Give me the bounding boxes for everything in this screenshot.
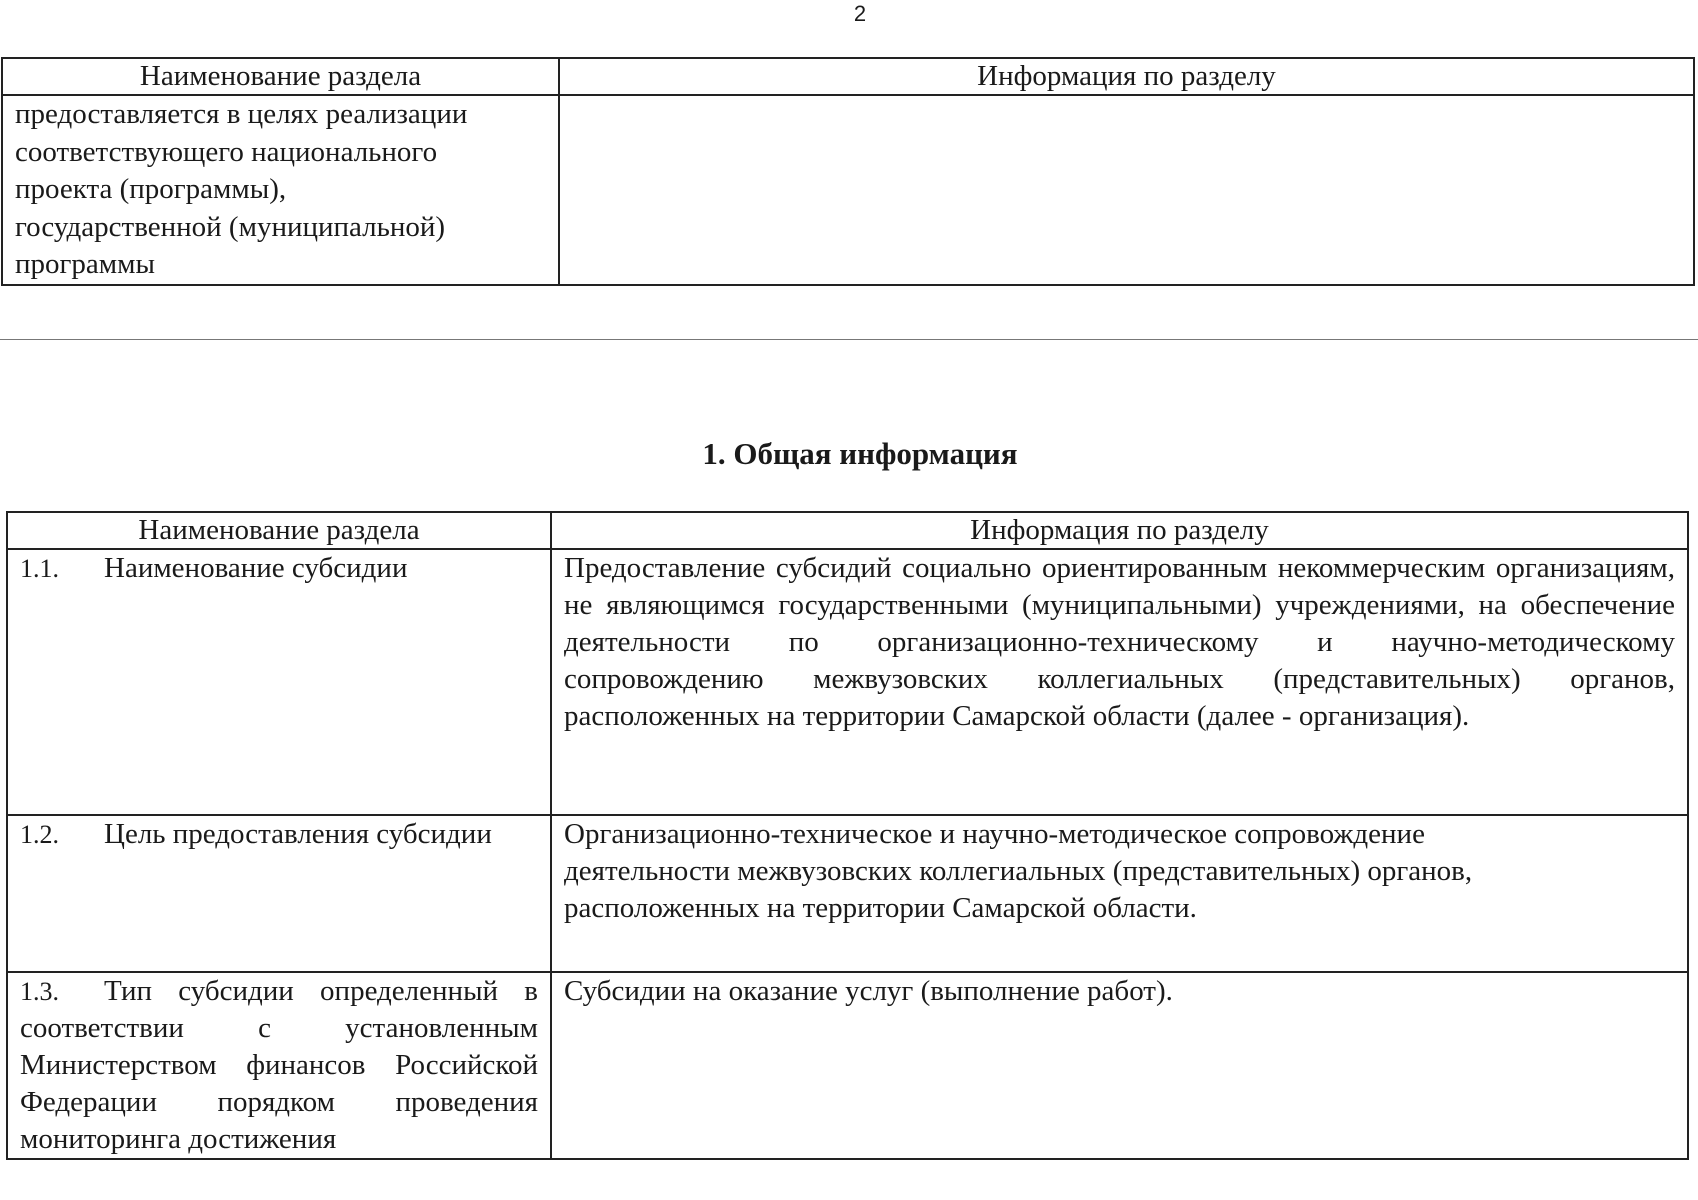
- header-cell-name: Наименование раздела: [2, 58, 559, 95]
- table-row: [7, 549, 1688, 815]
- text-line: программы: [15, 248, 155, 280]
- table-row: [7, 972, 1688, 1159]
- row-name: Тип субсидии определенный в соответствии с установленным Министерством финансов Российской Федерации порядком проведения мониторинга достижения: [20, 975, 538, 1155]
- row-number: 1.3.: [20, 977, 59, 1006]
- table-row: [2, 95, 1694, 285]
- text-line: проекта (программы),: [15, 173, 287, 205]
- continuation-table: [1, 57, 1695, 286]
- row-name: Наименование субсидии: [104, 552, 408, 584]
- general-info-table: [6, 511, 1689, 1160]
- header-cell-info: Информация по разделу: [559, 58, 1694, 95]
- row-name: Цель предоставления субсидии: [104, 818, 492, 850]
- continuation-info-cell: [559, 95, 1694, 285]
- table-row: [7, 815, 1688, 972]
- row-name-cell: [7, 972, 551, 1159]
- text-line: расположенных на территории Самарской области.: [564, 892, 1197, 924]
- text-line: государственной (муниципальной): [15, 210, 446, 243]
- table-header-row: [7, 512, 1688, 549]
- header-cell-name: Наименование раздела: [7, 512, 551, 549]
- text-line: предоставляется в целях реализации: [15, 98, 468, 130]
- text-line: деятельности межвузовских коллегиальных (представительных) органов,: [564, 855, 1473, 887]
- row-number: 1.1.: [20, 554, 59, 583]
- row-info-cell: Предоставление субсидий социально ориентированным некоммерческим организациям, не являющимся государственными (муниципальными) учреждениями, на обеспечение деятельности по организационно-техническому и научно-методическому сопровождению межвузовских коллегиальных (представительных) органов, расположенных на территории Самарской области (далее - организация).: [551, 549, 1688, 815]
- table-header-row: [2, 58, 1694, 95]
- row-info-cell: [551, 815, 1688, 972]
- header-cell-info: Информация по разделу: [551, 512, 1688, 549]
- page-separator: [0, 339, 1698, 340]
- row-name-cell: [7, 549, 551, 815]
- section-title: 1. Общая информация: [702, 436, 1018, 471]
- text-line: соответствующего национального: [15, 135, 438, 168]
- page-number: 2: [853, 1, 867, 26]
- row-number: 1.2.: [20, 820, 59, 849]
- row-info-cell: Субсидии на оказание услуг (выполнение работ).: [551, 972, 1688, 1159]
- row-name-cell: [7, 815, 551, 972]
- continuation-name-cell: [2, 95, 559, 285]
- text-line: Организационно-техническое и научно-методическое сопровождение: [564, 818, 1425, 850]
